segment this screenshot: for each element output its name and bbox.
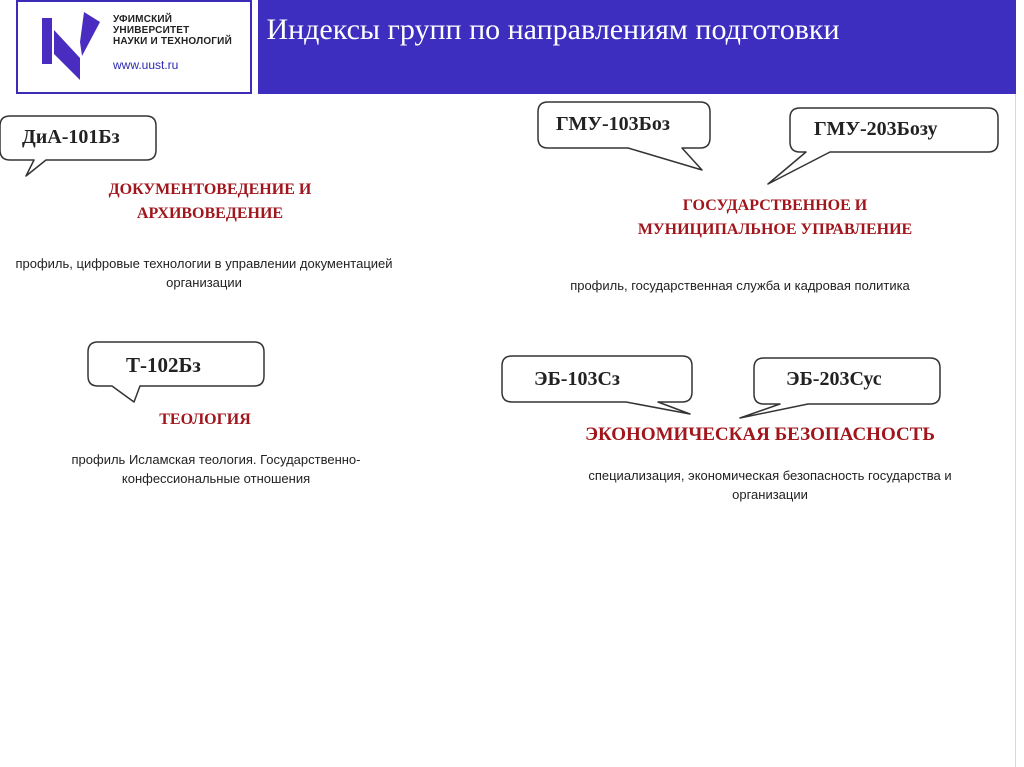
logo-text-line: НАУКИ И ТЕХНОЛОГИЙ	[113, 36, 232, 47]
direction-profile-document-science: профиль, цифровые технологии в управлении документацией организации	[15, 256, 393, 290]
page-title: Индексы групп по направлениям подготовки	[266, 13, 840, 46]
group-code-dia-101bz: ДиА-101Бз	[22, 126, 120, 148]
direction-title-document-science: ДОКУМЕНТОВЕДЕНИЕ И АРХИВОВЕДЕНИЕ	[108, 181, 312, 222]
group-code-gmu-103boz: ГМУ-103Боз	[556, 113, 670, 135]
direction-profile-economic-security: специализация, экономическая безопасность государства и организации	[588, 468, 952, 502]
group-code-eb-203sus: ЭБ-203Сус	[786, 368, 882, 390]
direction-profile-public-administration: профиль, государственная служба и кадровая политика	[570, 278, 910, 293]
direction-profile-theology: профиль Исламская теология. Государственно-конфессиональные отношения	[71, 452, 361, 486]
direction-title-theology: ТЕОЛОГИЯ	[159, 411, 251, 428]
logo-text-line: УФИМСКИЙ	[113, 14, 173, 25]
logo-url: www.uust.ru	[113, 58, 179, 72]
group-code-gmu-203bozu: ГМУ-203Бозу	[814, 118, 938, 140]
direction-title-economic-security: ЭКОНОМИЧЕСКАЯ БЕЗОПАСНОСТЬ	[585, 424, 935, 445]
logo-text-line: УНИВЕРСИТЕТ	[113, 25, 190, 36]
group-code-t-102bz: Т-102Бз	[126, 353, 201, 377]
group-code-eb-103sz: ЭБ-103Сз	[534, 368, 620, 390]
direction-title-public-administration: ГОСУДАРСТВЕННОЕ И МУНИЦИПАЛЬНОЕ УПРАВЛЕНИЕ	[637, 197, 913, 238]
